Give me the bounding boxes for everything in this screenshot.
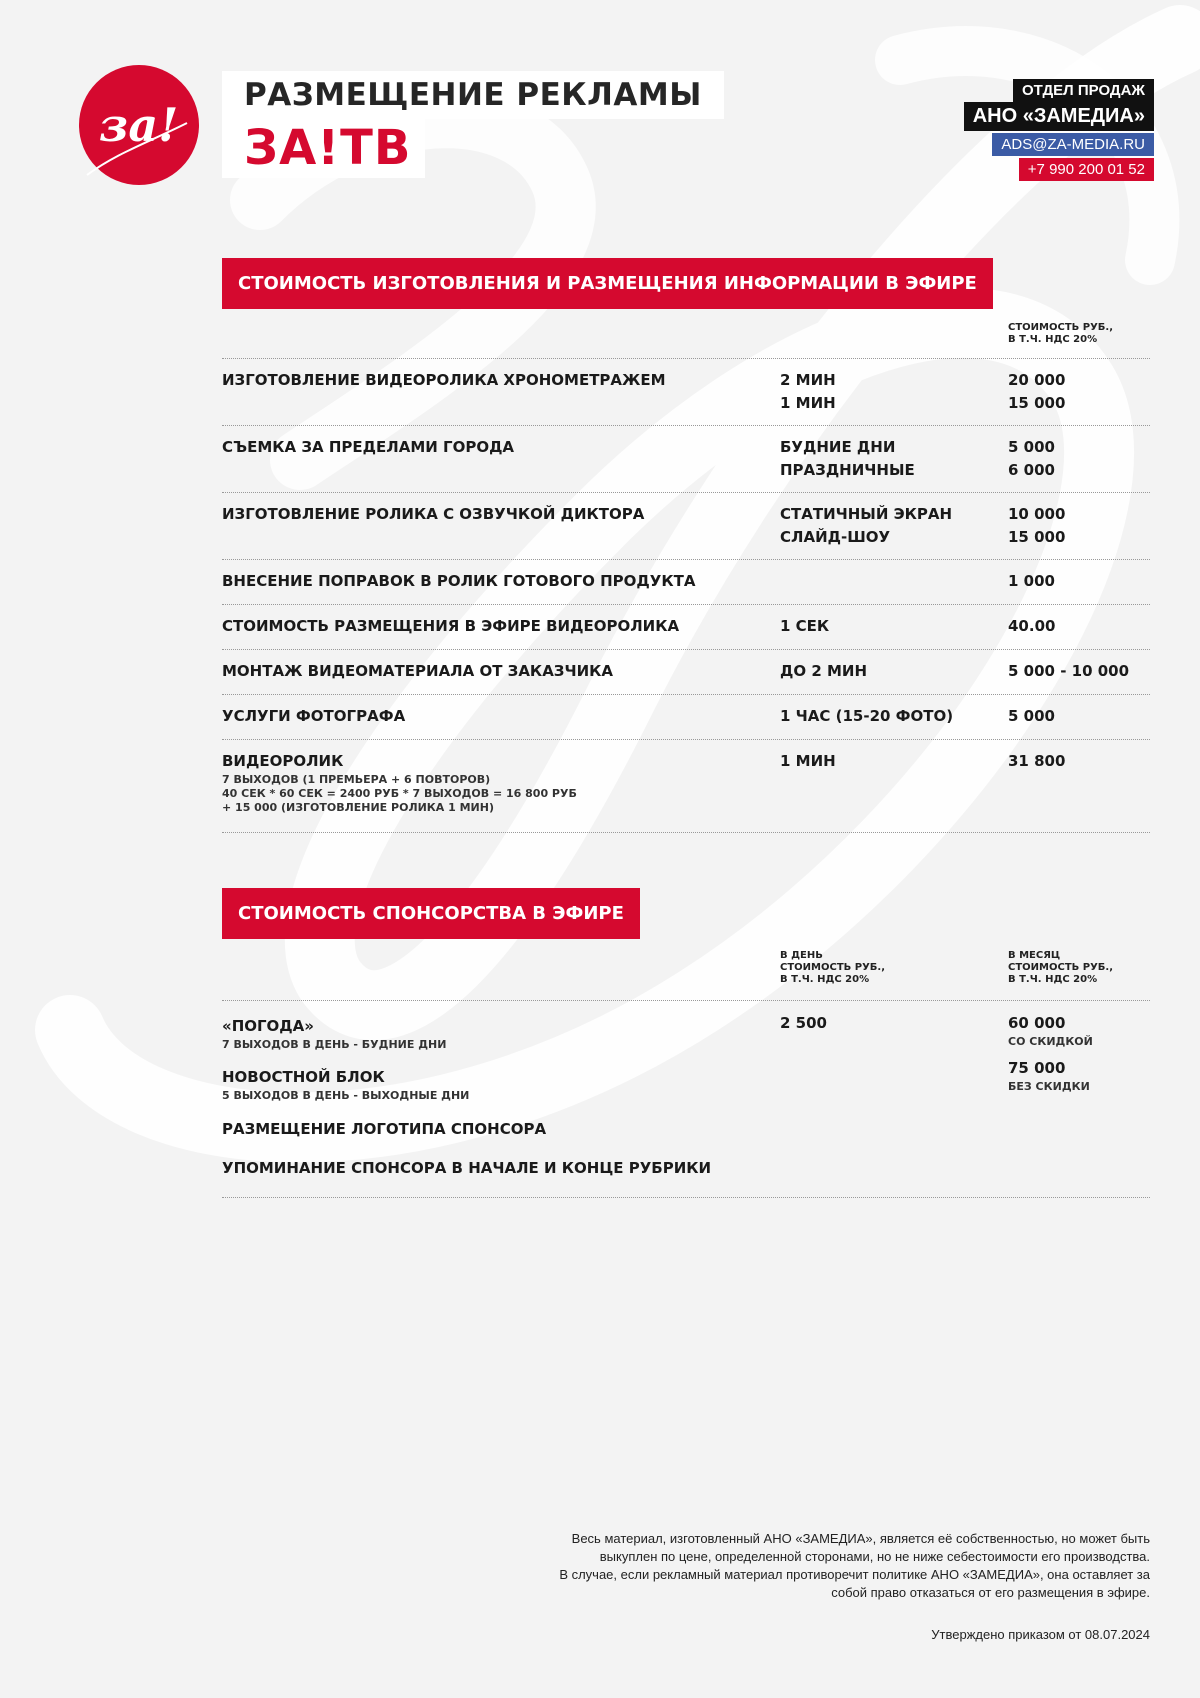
sponsorship-item-note: 5 ВЫХОДОВ В ДЕНЬ - ВЫХОДНЫЕ ДНИ <box>222 1089 470 1102</box>
option-value: СЛАЙД-ШОУ <box>780 528 891 546</box>
footer-disclaimer <box>450 1530 1150 1602</box>
service-cell <box>222 660 613 683</box>
option-cell <box>780 660 867 683</box>
service-cell <box>222 369 666 392</box>
contact-block <box>964 79 1154 181</box>
option-value: 2 МИН <box>780 371 836 389</box>
footer-line: выкуплен по цене, определенной сторонами, но не ниже себестоимости его производства. <box>599 1549 1150 1564</box>
sponsorship-item-pogoda <box>222 1015 446 1052</box>
section-production-heading: СТОИМОСТЬ ИЗГОТОВЛЕНИЯ И РАЗМЕЩЕНИЯ ИНФОРМАЦИИ В ЭФИРЕ <box>222 258 993 309</box>
service-cell <box>222 570 695 593</box>
service-cell <box>222 750 577 815</box>
sponsorship-item-name: НОВОСТНОЙ БЛОК <box>222 1068 385 1086</box>
price-cell <box>1008 750 1065 773</box>
price-cell <box>1008 570 1055 593</box>
price-row <box>222 694 1150 739</box>
option-cell <box>780 750 836 773</box>
price-row <box>222 425 1150 492</box>
price-cell <box>1008 615 1055 638</box>
price-value: 20 000 <box>1008 371 1066 389</box>
price-value: 6 000 <box>1008 461 1055 479</box>
month-price-cell <box>1008 1012 1093 1094</box>
service-name: ИЗГОТОВЛЕНИЕ ВИДЕОРОЛИКА ХРОНОМЕТРАЖЕМ <box>222 371 666 389</box>
service-name: СЪЕМКА ЗА ПРЕДЕЛАМИ ГОРОДА <box>222 438 515 456</box>
service-cell <box>222 615 679 638</box>
price-value: 15 000 <box>1008 394 1066 412</box>
service-note: 7 ВЫХОДОВ (1 ПРЕМЬЕРА + 6 ПОВТОРОВ) <box>222 773 491 786</box>
option-value: 1 СЕК <box>780 617 830 635</box>
sponsorship-item-news <box>222 1066 469 1103</box>
day-price-cell <box>780 1012 827 1035</box>
option-value: ПРАЗДНИЧНЫЕ <box>780 461 915 479</box>
price-cell <box>1008 705 1055 728</box>
service-cell <box>222 503 644 526</box>
price-row <box>222 739 1150 833</box>
approval-date: Утверждено приказом от 08.07.2024 <box>931 1627 1150 1642</box>
price-row <box>222 649 1150 694</box>
service-note: + 15 000 (ИЗГОТОВЛЕНИЕ РОЛИКА 1 МИН) <box>222 801 494 814</box>
service-cell <box>222 436 514 459</box>
channel-title: ЗА!ТВ <box>244 120 412 176</box>
option-value: СТАТИЧНЫЙ ЭКРАН <box>780 505 953 523</box>
price-cell <box>1008 503 1065 549</box>
sponsorship-item-note: 7 ВЫХОДОВ В ДЕНЬ - БУДНИЕ ДНИ <box>222 1038 447 1051</box>
price-row <box>222 492 1150 559</box>
footer-line: Весь материал, изготовленный АНО «ЗАМЕДИА», является её собственностью, но может быть <box>571 1531 1150 1546</box>
price-cell <box>1008 369 1065 415</box>
day-price-column-header: В ДЕНЬ СТОИМОСТЬ РУБ., В Т.Ч. НДС 20% <box>780 950 886 985</box>
sales-department-label: ОТДЕЛ ПРОДАЖ <box>1013 79 1154 102</box>
option-value: БУДНИЕ ДНИ <box>780 438 896 456</box>
day-price-value: 2 500 <box>780 1014 827 1032</box>
logo-text: за! <box>99 98 179 152</box>
option-cell <box>780 503 952 549</box>
channel-title-box <box>222 118 425 178</box>
price-row <box>222 358 1150 425</box>
za-logo <box>77 63 201 187</box>
sponsorship-table-header <box>222 950 1150 990</box>
month-price-column-header: В МЕСЯЦ СТОИМОСТЬ РУБ., В Т.Ч. НДС 20% <box>1008 950 1114 985</box>
option-cell <box>780 615 829 638</box>
price-value: 5 000 <box>1008 438 1055 456</box>
sponsorship-item-name: «ПОГОДА» <box>222 1017 314 1035</box>
service-name: ВНЕСЕНИЕ ПОПРАВОК В РОЛИК ГОТОВОГО ПРОДУКТА <box>222 572 696 590</box>
service-name: ИЗГОТОВЛЕНИЕ РОЛИКА С ОЗВУЧКОЙ ДИКТОРА <box>222 505 645 523</box>
service-cell <box>222 705 405 728</box>
price-row <box>222 604 1150 649</box>
service-name: ВИДЕОРОЛИК <box>222 752 344 770</box>
service-name: МОНТАЖ ВИДЕОМАТЕРИАЛА ОТ ЗАКАЗЧИКА <box>222 662 614 680</box>
option-value: ДО 2 МИН <box>780 662 868 680</box>
footer-line: собой право отказаться от его размещения в эфире. <box>831 1585 1150 1600</box>
organization-name: АНО «ЗАМЕДИА» <box>964 102 1154 131</box>
footer-line: В случае, если рекламный материал противоречит политике АНО «ЗАМЕДИА», она оставляет за <box>559 1567 1150 1582</box>
price-value: 1 000 <box>1008 572 1055 590</box>
option-value: 1 МИН <box>780 752 836 770</box>
price-row <box>222 559 1150 604</box>
price-value: 5 000 - 10 000 <box>1008 662 1130 680</box>
price-cell <box>1008 660 1129 683</box>
sponsorship-item-name: РАЗМЕЩЕНИЕ ЛОГОТИПА СПОНСОРА <box>222 1120 547 1138</box>
option-cell <box>780 436 915 482</box>
price-value: 31 800 <box>1008 752 1066 770</box>
sponsorship-item-name: УПОМИНАНИЕ СПОНСОРА В НАЧАЛЕ И КОНЦЕ РУБРИКИ <box>222 1159 712 1177</box>
sponsorship-item-mention <box>222 1157 711 1180</box>
contact-email-link[interactable]: ADS@ZA-MEDIA.RU <box>992 133 1154 156</box>
option-value: 1 ЧАС (15-20 ФОТО) <box>780 707 954 725</box>
service-name: СТОИМОСТЬ РАЗМЕЩЕНИЯ В ЭФИРЕ ВИДЕОРОЛИКА <box>222 617 680 635</box>
option-cell <box>780 369 836 415</box>
contact-phone-link[interactable]: +7 990 200 01 52 <box>1019 158 1154 181</box>
page-title: РАЗМЕЩЕНИЕ РЕКЛАМЫ <box>244 77 702 113</box>
sponsorship-table <box>222 1000 1150 1198</box>
price-value: 10 000 <box>1008 505 1066 523</box>
month-price-discount: 60 000 <box>1008 1014 1066 1032</box>
month-price-discount-note: СО СКИДКОЙ <box>1008 1035 1093 1048</box>
sponsorship-item-logo <box>222 1118 546 1141</box>
option-cell <box>780 705 953 728</box>
price-column-header: СТОИМОСТЬ РУБ., В Т.Ч. НДС 20% <box>1008 322 1114 345</box>
price-value: 40.00 <box>1008 617 1056 635</box>
price-value: 5 000 <box>1008 707 1055 725</box>
service-name: УСЛУГИ ФОТОГРАФА <box>222 707 406 725</box>
month-price-full: 75 000 <box>1008 1059 1066 1077</box>
service-note: 40 СЕК * 60 СЕК = 2400 РУБ * 7 ВЫХОДОВ = 16 800 РУБ <box>222 787 577 800</box>
page-title-box <box>222 71 724 119</box>
section-sponsorship-heading: СТОИМОСТЬ СПОНСОРСТВА В ЭФИРЕ <box>222 888 640 939</box>
production-rows <box>222 358 1150 833</box>
price-cell <box>1008 436 1055 482</box>
price-value: 15 000 <box>1008 528 1066 546</box>
month-price-full-note: БЕЗ СКИДКИ <box>1008 1080 1090 1093</box>
option-value: 1 МИН <box>780 394 836 412</box>
